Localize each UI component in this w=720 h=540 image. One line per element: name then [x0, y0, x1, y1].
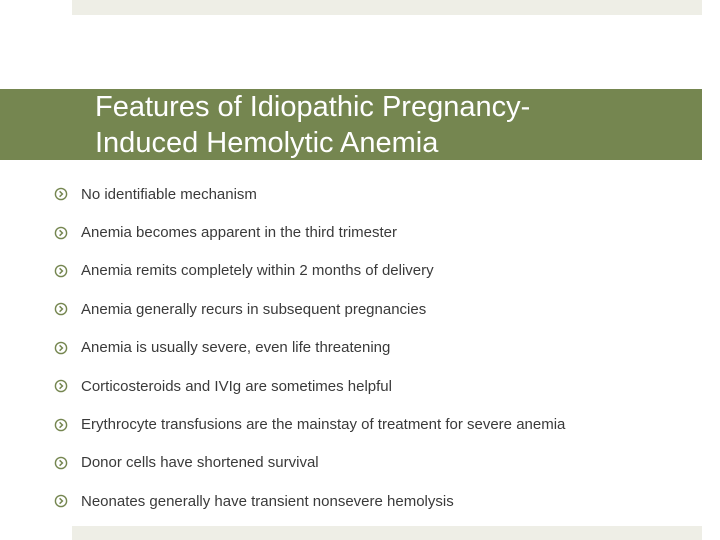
bullet-text: Erythrocyte transfusions are the mainstay of treatment for severe anemia	[81, 416, 566, 434]
circled-chevron-icon	[54, 302, 68, 316]
circled-chevron-icon	[54, 226, 68, 240]
bullet-item	[54, 405, 704, 443]
bullet-item	[54, 175, 704, 213]
circled-chevron-icon	[54, 418, 68, 432]
bullet-text: Anemia generally recurs in subsequent pregnancies	[81, 300, 427, 318]
bullet-text: Neonates generally have transient nonsevere hemolysis	[81, 492, 454, 510]
circled-chevron-icon	[54, 456, 68, 470]
bullet-item	[54, 213, 704, 251]
bottom-accent-strip	[72, 526, 702, 540]
bullet-list	[54, 175, 704, 521]
bullet-text: Anemia remits completely within 2 months of delivery	[81, 262, 434, 280]
bullet-text: Anemia becomes apparent in the third trimester	[81, 224, 397, 242]
bullet-item	[54, 329, 704, 367]
circled-chevron-icon	[54, 264, 68, 278]
circled-chevron-icon	[54, 379, 68, 393]
bullet-item	[54, 252, 704, 290]
top-accent-strip	[72, 0, 702, 15]
bullet-item	[54, 290, 704, 328]
circled-chevron-icon	[54, 494, 68, 508]
bullet-item	[54, 482, 704, 520]
circled-chevron-icon	[54, 341, 68, 355]
bullet-text: Donor cells have shortened survival	[81, 454, 319, 472]
bullet-item	[54, 444, 704, 482]
slide-title-line-1: Features of Idiopathic Pregnancy-	[95, 91, 531, 123]
bullet-text: Corticosteroids and IVIg are sometimes helpful	[81, 377, 392, 395]
bullet-text: No identifiable mechanism	[81, 185, 257, 203]
slide-title-line-2: Induced Hemolytic Anemia	[95, 127, 439, 159]
slide-title	[95, 89, 695, 161]
bullet-item	[54, 367, 704, 405]
circled-chevron-icon	[54, 187, 68, 201]
bullet-text: Anemia is usually severe, even life threatening	[81, 339, 391, 357]
